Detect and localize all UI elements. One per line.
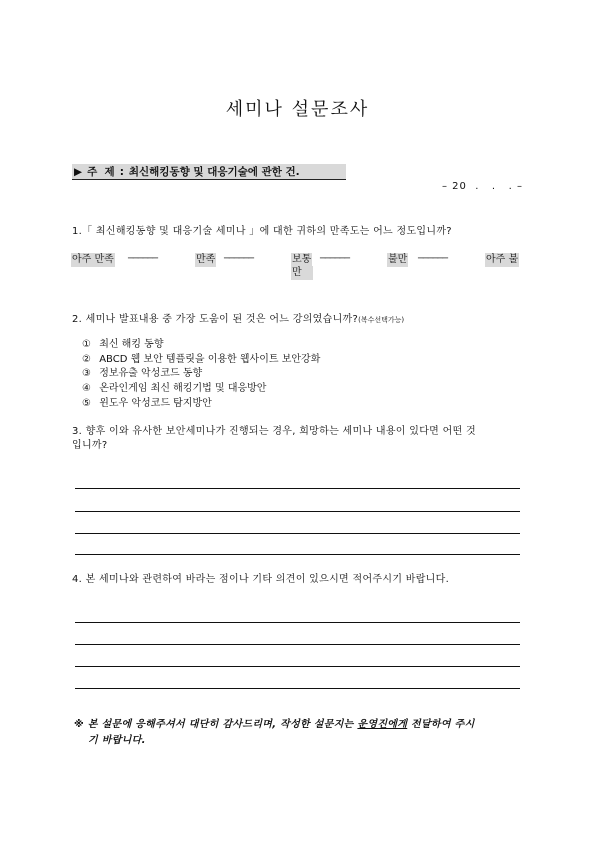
option-item [82,368,202,380]
subject-line [72,164,346,180]
subject-label: 주 제 [87,166,115,178]
answer-line [75,666,520,667]
subject-text: 최신해킹동향 및 대응기술에 관한 건. [128,166,300,178]
footer-note-line-1 [74,719,475,731]
option-item [82,383,266,395]
footer-note-line-2: 기 바랍니다. [88,735,146,746]
option-text: 최신 해킹 동향 [99,339,164,350]
answer-line [75,488,520,489]
answer-line [75,644,520,645]
option-item [82,398,212,410]
question-3-line-1: 3. 향후 이와 유사한 보안세미나가 진행되는 경우, 희망하는 세미나 내용이 있다면 어떤 것 [72,426,476,437]
option-number: ⑤ [82,398,91,409]
scale-very-dissatisfied: 아주 불 [486,254,519,265]
footer-suffix: 전달하여 주시 [407,719,475,730]
answer-line [75,554,520,555]
option-number: ① [82,339,91,350]
answer-line [75,533,520,534]
subject-colon: : [119,166,124,178]
option-text: 윈도우 악성코드 탐지방안 [99,398,212,409]
question-2-text: 2. 세미나 발표내용 중 가장 도움이 된 것은 어느 강의였습니까? [72,314,359,325]
arrow-marker-icon: ▶ [74,166,83,178]
date-line: – 20 . . . – [441,181,523,192]
question-3-line-2: 입니까? [72,440,108,451]
answer-line [75,511,520,512]
option-item [82,354,320,366]
question-2-note: (복수선택가능) [358,316,405,324]
scale-satisfied: 만족 [196,254,216,265]
option-text: 정보유출 악성코드 동향 [99,368,203,379]
scale-dash: ────── [418,254,448,264]
question-2 [72,314,404,326]
question-4: 4. 본 세미나와 관련하여 바라는 점이나 기타 의견이 있으시면 적어주시기 바랍니다. [72,574,450,585]
footer-underlined: 운영진에게 [357,719,408,730]
footer-prefix: ※ 본 설문에 응해주셔서 대단히 감사드리며, 작성한 설문지는 [74,719,358,730]
scale-dash: ────── [224,254,254,264]
option-number: ③ [82,368,91,379]
scale-neutral: 보통 [292,254,312,265]
option-text: 온라인게임 최신 해킹기법 및 대응방안 [99,383,267,394]
scale-dash: ────── [128,254,158,264]
scale-very-satisfied: 아주 만족 [72,254,114,265]
scale-wrap-text: 만 [291,266,313,280]
option-number: ② [82,354,91,365]
scale-dissatisfied: 불만 [388,254,408,265]
option-text: ABCD 웹 보안 템플릿을 이용한 웹사이트 보안강화 [99,354,321,365]
scale-dash: ────── [320,254,350,264]
option-number: ④ [82,383,91,394]
question-1: 1.「 최신해킹동향 및 대응기술 세미나 」에 대한 귀하의 만족도는 어느 정도입니까? [72,226,452,237]
answer-line [75,688,520,689]
page-title: 세미나 설문조사 [225,99,370,120]
option-item [82,339,164,351]
answer-line [75,622,520,623]
